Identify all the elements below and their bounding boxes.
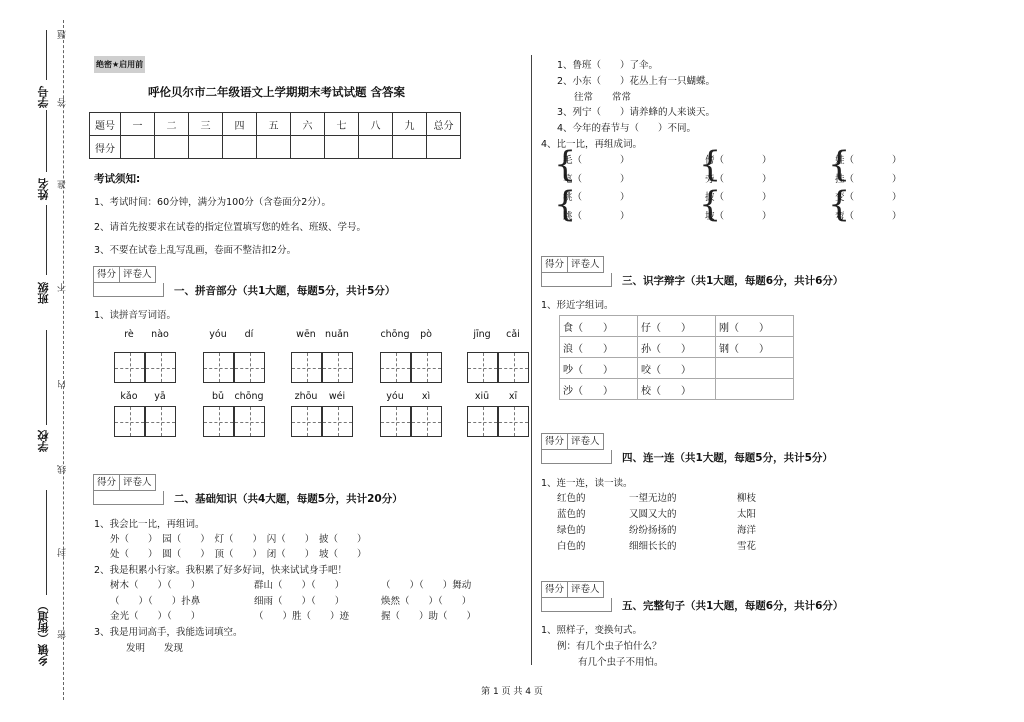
- grader-blank-row[interactable]: [541, 598, 612, 612]
- notice-item: 3、不要在试卷上乱写乱画，卷面不整洁扣2分。: [94, 245, 297, 256]
- score-table-cell: 九: [393, 113, 427, 136]
- answer-line[interactable]: 傍（ ）: [705, 155, 772, 166]
- writing-grid-box[interactable]: [291, 352, 322, 383]
- pinyin-label: zhōu: [294, 391, 318, 402]
- table-cell[interactable]: 刚（ ）: [716, 316, 794, 337]
- match-item[interactable]: 太阳: [737, 509, 757, 520]
- section-1-title: 一、拼音部分（共1大题，每题5分，共计5分）: [174, 285, 396, 297]
- margin-word: 答: [58, 98, 68, 107]
- writing-grid-box[interactable]: [114, 406, 145, 437]
- answer-line[interactable]: 变（ ）: [835, 192, 902, 203]
- pinyin-label: yóu: [386, 391, 404, 402]
- match-item[interactable]: 细细长长的: [629, 541, 677, 552]
- answer-line[interactable]: 金光（ ）（ ）: [110, 611, 201, 622]
- margin-underline: [46, 205, 47, 275]
- score-table-cell: 八: [359, 113, 393, 136]
- table-cell[interactable]: 沙（ ）: [560, 379, 638, 400]
- grader-blank-row[interactable]: [93, 283, 164, 297]
- score-input-cell[interactable]: [155, 136, 189, 159]
- table-cell[interactable]: 仔（ ）: [638, 316, 716, 337]
- table-row: [560, 379, 794, 400]
- margin-word: 题: [58, 30, 68, 39]
- answer-line[interactable]: 跳（ ）: [563, 211, 630, 222]
- question-label: 3、我是用词高手，我能选词填空。: [94, 627, 243, 638]
- margin-word: 内: [58, 380, 68, 389]
- question-label: 1、读拼音写词语。: [94, 310, 177, 321]
- score-table-cell: 七: [325, 113, 359, 136]
- secret-tag: 绝密★启用前: [94, 56, 145, 73]
- pinyin-label: rè: [124, 329, 134, 340]
- score-table-cell: 二: [155, 113, 189, 136]
- answer-line[interactable]: （ ）胜（ ）迹: [254, 611, 350, 622]
- brace-icon: {: [554, 185, 577, 225]
- grader-reviewer-label: 评卷人: [571, 259, 600, 270]
- answer-line[interactable]: 笔（ ）: [563, 174, 630, 185]
- answer-line[interactable]: 弯（ ）: [835, 211, 902, 222]
- answer-line[interactable]: 坡（ ）: [705, 211, 772, 222]
- margin-label-class: 班级: [37, 282, 50, 304]
- example-sentence: 有几个虫子不用怕。: [578, 657, 664, 668]
- margin-label-student-id: 学号: [37, 86, 50, 108]
- question-label: 1、照样子，变换句式。: [541, 625, 643, 636]
- margin-word: 准: [58, 180, 68, 189]
- writing-grid-box[interactable]: [203, 352, 234, 383]
- margin-underline: [46, 110, 47, 172]
- brace-icon: {: [554, 145, 577, 185]
- answer-line[interactable]: （ ）（ ）扑鼻: [110, 596, 201, 607]
- writing-grid-box[interactable]: [380, 406, 411, 437]
- grader-score-label: 得分: [94, 475, 120, 490]
- column-divider: [531, 55, 532, 665]
- match-item[interactable]: 绿色的: [557, 525, 586, 536]
- pinyin-label: cǎi: [506, 329, 520, 340]
- grader-score-label: 得分: [94, 267, 120, 282]
- match-item[interactable]: 海洋: [737, 525, 757, 536]
- match-item[interactable]: 蓝色的: [557, 509, 586, 520]
- writing-grid-box[interactable]: [322, 352, 353, 383]
- pinyin-label: dí: [244, 329, 254, 340]
- grader-reviewer-label: 评卷人: [123, 269, 152, 280]
- score-input-cell[interactable]: [427, 136, 461, 159]
- writing-grid-box[interactable]: [411, 352, 442, 383]
- table-cell: [716, 379, 794, 400]
- answer-line[interactable]: 细雨（ ）（ ）: [254, 596, 345, 607]
- page-title: 呼伦贝尔市二年级语文上学期期末考试试题 含答案: [148, 85, 406, 99]
- pinyin-label: yā: [154, 391, 166, 402]
- answer-line[interactable]: 娃（ ）: [835, 155, 902, 166]
- pinyin-label: pò: [420, 329, 432, 340]
- grader-score-label: 得分: [542, 582, 568, 597]
- section-2-title: 二、基础知识（共4大题，每题5分，共计20分）: [174, 493, 403, 505]
- score-table-score-row: [90, 136, 461, 159]
- margin-word: 线: [58, 465, 68, 474]
- answer-line[interactable]: 旁（ ）: [705, 174, 772, 185]
- writing-grid-box[interactable]: [114, 352, 145, 383]
- score-table-cell: 得分: [90, 136, 121, 159]
- notice-item: 1、考试时间：60分钟，满分为100分（含卷面分2分）。: [94, 197, 332, 208]
- table-row: [560, 358, 794, 379]
- section-5-title: 五、完整句子（共1大题，每题6分，共计6分）: [622, 600, 844, 612]
- answer-line[interactable]: （ ）（ ）舞动: [381, 580, 472, 591]
- pinyin-label: chōng: [234, 391, 264, 402]
- pinyin-label: yóu: [209, 329, 227, 340]
- pinyin-label: nào: [151, 329, 169, 340]
- grader-blank-row[interactable]: [541, 273, 612, 287]
- match-item[interactable]: 一望无边的: [629, 493, 677, 504]
- section-4-title: 四、连一连（共1大题，每题5分，共计5分）: [622, 452, 833, 464]
- example-sentence: 例：有几个虫子怕什么？: [557, 641, 662, 652]
- grader-reviewer-label: 评卷人: [571, 436, 600, 447]
- writing-grid-box[interactable]: [145, 406, 176, 437]
- score-table-header-row: [90, 113, 461, 136]
- score-table-cell: 五: [257, 113, 291, 136]
- match-item[interactable]: 雪花: [737, 541, 757, 552]
- margin-label-township: 乡镇（街道）: [37, 600, 50, 666]
- score-table-cell: 三: [189, 113, 223, 136]
- answer-line[interactable]: 1、鲁班（ ）了伞。: [557, 60, 659, 71]
- writing-grid-box[interactable]: [291, 406, 322, 437]
- pinyin-label: wēn: [296, 329, 316, 340]
- brace-icon: {: [699, 145, 722, 185]
- pinyin-label: xì: [421, 391, 431, 402]
- margin-word: 密: [58, 630, 68, 639]
- similar-chars-table: [559, 315, 794, 400]
- margin-underline: [46, 30, 47, 80]
- brace-icon: {: [699, 185, 722, 225]
- grader-score-label: 得分: [542, 257, 568, 272]
- score-input-cell[interactable]: [291, 136, 325, 159]
- brace-icon: {: [828, 185, 851, 225]
- answer-line[interactable]: 披（ ）: [705, 192, 772, 203]
- writing-grid-box[interactable]: [234, 352, 265, 383]
- table-cell[interactable]: 食（ ）: [560, 316, 638, 337]
- grader-box: [541, 256, 604, 273]
- page-footer: 第 1 页 共 4 页: [481, 687, 543, 697]
- score-table: [89, 112, 461, 159]
- pinyin-label: xī: [508, 391, 518, 402]
- score-input-cell[interactable]: [359, 136, 393, 159]
- table-cell[interactable]: 校（ ）: [638, 379, 716, 400]
- match-item[interactable]: 柳枝: [737, 493, 757, 504]
- margin-word: 封: [58, 548, 68, 557]
- score-input-cell[interactable]: [393, 136, 427, 159]
- table-cell[interactable]: 浪（ ）: [560, 337, 638, 358]
- answer-line[interactable]: 处（ ） 圆（ ） 顶（ ） 闭（ ） 坡（ ）: [110, 549, 367, 560]
- writing-grid-box[interactable]: [203, 406, 234, 437]
- writing-grid-box[interactable]: [380, 352, 411, 383]
- margin-label-name: 姓名: [37, 178, 50, 200]
- table-cell[interactable]: 吵（ ）: [560, 358, 638, 379]
- pinyin-label: kǎo: [120, 391, 138, 402]
- answer-line[interactable]: 3、列宁（ ）请养蜂的人来谈天。: [557, 107, 716, 118]
- grader-box: [541, 433, 604, 450]
- grader-blank-row[interactable]: [93, 491, 164, 505]
- writing-grid-box[interactable]: [467, 406, 498, 437]
- pinyin-label: bǔ: [211, 391, 225, 402]
- writing-grid-box[interactable]: [498, 406, 529, 437]
- answer-line[interactable]: 毛（ ）: [563, 155, 630, 166]
- writing-grid-box[interactable]: [322, 406, 353, 437]
- grader-box: [93, 266, 156, 283]
- margin-word: 不: [58, 283, 68, 292]
- answer-line[interactable]: 挂（ ）: [835, 174, 902, 185]
- word-choices: 往常 常常: [574, 92, 632, 103]
- question-label: 1、连一连，读一读。: [541, 478, 633, 489]
- answer-line[interactable]: 2、小东（ ）花丛上有一只蝴蝶。: [557, 76, 716, 87]
- grader-box: [93, 474, 156, 491]
- writing-grid-box[interactable]: [411, 406, 442, 437]
- table-row: [560, 337, 794, 358]
- grader-box: [541, 581, 604, 598]
- binding-dashed-line: [63, 20, 64, 700]
- pinyin-label: nuǎn: [325, 329, 349, 340]
- margin-underline: [46, 330, 47, 425]
- score-input-cell[interactable]: [257, 136, 291, 159]
- match-item[interactable]: 纷纷扬扬的: [629, 525, 677, 536]
- score-input-cell[interactable]: [325, 136, 359, 159]
- pinyin-label: wéi: [328, 391, 346, 402]
- notice-item: 2、请首先按要求在试卷的指定位置填写您的姓名、班级、学号。: [94, 222, 367, 233]
- section-3-title: 三、识字辩字（共1大题，每题6分，共计6分）: [622, 275, 844, 287]
- notice-heading: 考试须知:: [94, 173, 141, 185]
- answer-line[interactable]: 树木（ ）（ ）: [110, 580, 201, 591]
- grader-reviewer-label: 评卷人: [123, 477, 152, 488]
- table-row: [560, 316, 794, 337]
- answer-line[interactable]: 焕然（ ）（ ）: [381, 596, 472, 607]
- score-table-cell: 总分: [427, 113, 461, 136]
- grader-score-label: 得分: [542, 434, 568, 449]
- answer-line[interactable]: 桃（ ）: [563, 192, 630, 203]
- answer-line[interactable]: 4、今年的春节与（ ）不同。: [557, 123, 697, 134]
- question-label: 4、比一比，再组成词。: [541, 139, 643, 150]
- brace-icon: {: [828, 145, 851, 185]
- score-input-cell[interactable]: [121, 136, 155, 159]
- table-cell[interactable]: 咬（ ）: [638, 358, 716, 379]
- table-cell[interactable]: 孙（ ）: [638, 337, 716, 358]
- writing-grid-box[interactable]: [234, 406, 265, 437]
- table-cell: [716, 358, 794, 379]
- score-table-cell: 一: [121, 113, 155, 136]
- margin-label-school: 学校: [37, 430, 50, 452]
- match-item[interactable]: 红色的: [557, 493, 586, 504]
- score-input-cell[interactable]: [223, 136, 257, 159]
- table-cell[interactable]: 钢（ ）: [716, 337, 794, 358]
- score-table-cell: 题号: [90, 113, 121, 136]
- writing-grid-box[interactable]: [145, 352, 176, 383]
- pinyin-label: xiū: [474, 391, 490, 402]
- match-item[interactable]: 白色的: [557, 541, 586, 552]
- question-label: 1、形近字组词。: [541, 300, 614, 311]
- writing-grid-box[interactable]: [467, 352, 498, 383]
- pinyin-label: jīng: [473, 329, 491, 340]
- question-label: 2、我是积累小行家。我积累了好多好词，快来试试身手吧！: [94, 565, 348, 576]
- writing-grid-box[interactable]: [498, 352, 529, 383]
- pinyin-label: chōng: [380, 329, 410, 340]
- answer-line[interactable]: 群山（ ）（ ）: [254, 580, 345, 591]
- question-label: 1、我会比一比，再组词。: [94, 519, 205, 530]
- grader-reviewer-label: 评卷人: [571, 584, 600, 595]
- answer-line[interactable]: 握（ ）助（ ）: [381, 611, 477, 622]
- word-choices: 发明 发现: [126, 643, 184, 654]
- match-item[interactable]: 又圆又大的: [629, 509, 677, 520]
- grader-blank-row[interactable]: [541, 450, 612, 464]
- margin-underline: [46, 490, 47, 595]
- score-input-cell[interactable]: [189, 136, 223, 159]
- score-table-cell: 四: [223, 113, 257, 136]
- score-table-cell: 六: [291, 113, 325, 136]
- answer-line[interactable]: 外（ ） 园（ ） 灯（ ） 闪（ ） 披（ ）: [110, 534, 367, 545]
